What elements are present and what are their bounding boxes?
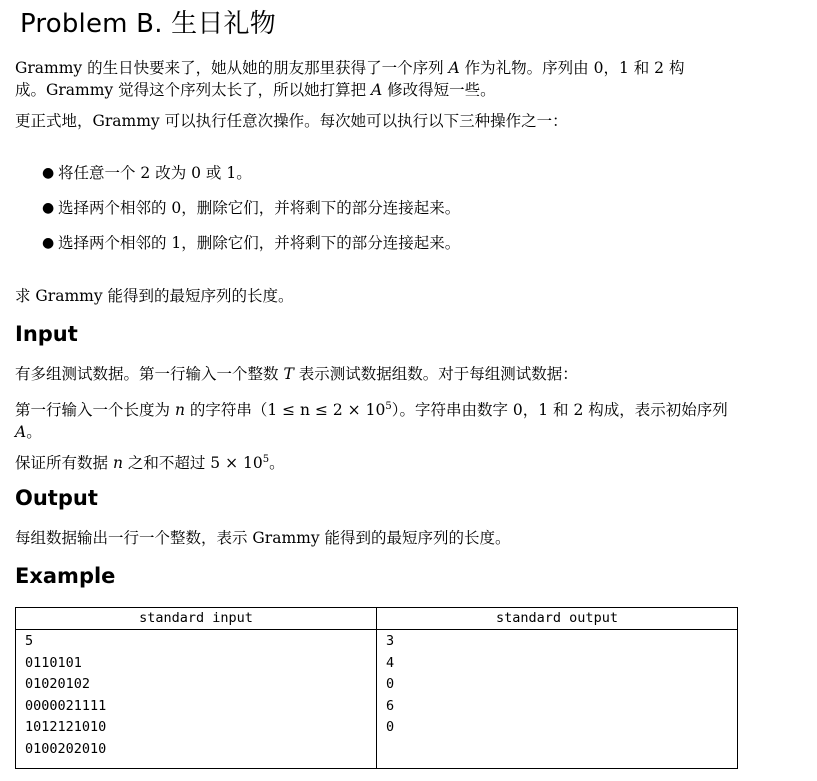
bullet-icon: ● (42, 165, 55, 181)
math-var: A (15, 423, 27, 442)
sample-output-line: 4 (386, 654, 395, 671)
input-text: 第一行输入一个长度为 (15, 401, 175, 420)
sample-input-line: 01020102 (25, 676, 91, 693)
sample-output-line: 0 (386, 719, 395, 736)
list-item-text: 将任意一个 2 改为 0 或 1。 (58, 164, 252, 182)
input-paragraph-2 (15, 396, 810, 443)
statement-text: 作为礼物。序列由 0，1 和 2 构 (459, 59, 685, 77)
input-text: 的字符串（ (184, 401, 268, 420)
input-text: 之和不超过 5 × 10 (122, 454, 263, 473)
math-var: A (371, 81, 383, 99)
sample-output-line: 0 (386, 676, 395, 693)
table-row (16, 630, 738, 769)
input-text: 有多组测试数据。第一行输入一个整数 (15, 365, 284, 383)
sample-output-cell (377, 630, 738, 769)
column-header-output: standard output (377, 608, 738, 630)
math-var: n (174, 401, 185, 420)
input-text: 表示测试数据组数。对于每组测试数据： (293, 365, 578, 383)
sample-input-cell (16, 630, 377, 769)
input-heading: Input (15, 322, 78, 346)
sample-input-line: 0110101 (25, 654, 82, 671)
statement-paragraph-2: 更正式地，Grammy 可以执行任意次操作。每次她可以执行以下三种操作之一： (15, 112, 568, 130)
sample-output-line: 6 (386, 697, 395, 714)
statement-text: Grammy 的生日快要来了，她从她的朋友那里获得了一个序列 (15, 59, 449, 77)
math-var: n (112, 454, 123, 473)
bullet-icon: ● (42, 235, 55, 251)
bullet-icon: ● (42, 200, 55, 216)
sample-input-line: 0100202010 (25, 740, 107, 757)
column-header-input: standard input (16, 608, 377, 630)
input-text: 。 (26, 423, 42, 442)
example-table (15, 607, 738, 769)
input-text: ）。字符串由数字 0，1 和 2 构成，表示初始序列 (391, 401, 728, 420)
math-var: A (448, 59, 460, 77)
sample-input-line: 5 (25, 633, 34, 649)
problem-title: Problem B. 生日礼物 (20, 9, 276, 39)
math-var: T (283, 365, 294, 383)
input-paragraph-1 (15, 363, 810, 385)
goal-paragraph: 求 Grammy 能得到的最短序列的长度。 (15, 287, 294, 305)
input-text: 。 (269, 454, 285, 473)
sample-input-line: 1012121010 (25, 719, 107, 736)
table-header-row (16, 608, 738, 630)
sample-output-line: 3 (386, 633, 395, 649)
example-heading: Example (15, 564, 116, 588)
sample-input-line: 0000021111 (25, 697, 107, 714)
statement-paragraph-1 (15, 57, 810, 101)
list-item-text: 选择两个相邻的 1，删除它们，并将剩下的部分连接起来。 (58, 234, 461, 252)
math-exponent: 5 (385, 401, 392, 412)
input-paragraph-3 (15, 449, 810, 474)
math-expression: 1 ≤ n ≤ 2 × 10 (267, 401, 386, 420)
math-exponent: 5 (262, 454, 270, 465)
statement-text: 成。Grammy 觉得这个序列太长了，所以她打算把 (15, 81, 372, 99)
input-text: 保证所有数据 (15, 454, 113, 473)
list-item-text: 选择两个相邻的 0，删除它们，并将剩下的部分连接起来。 (58, 199, 461, 217)
statement-text: 修改得短一些。 (382, 81, 496, 99)
output-paragraph: 每组数据输出一行一个整数，表示 Grammy 能得到的最短序列的长度。 (15, 529, 511, 547)
output-heading: Output (15, 486, 98, 510)
